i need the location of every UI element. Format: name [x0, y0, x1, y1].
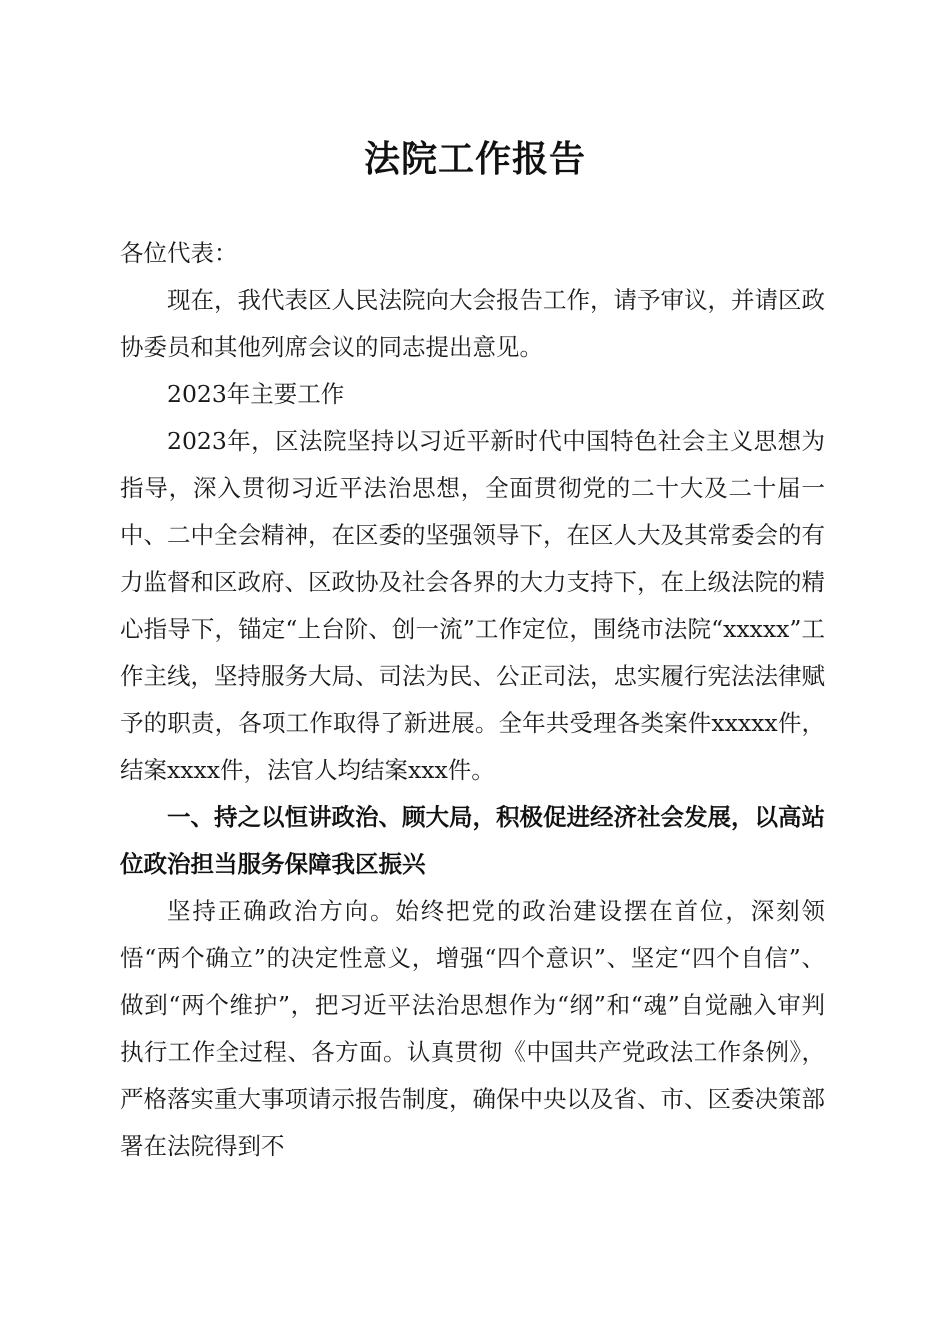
- salutation: 各位代表：: [120, 239, 238, 267]
- intro-paragraph: 现在，我代表区人民法院向大会报告工作，请予审议，并请区政协委员和其他列席会议的同志提出意见。: [120, 286, 825, 361]
- document-title: 法院工作报告: [363, 138, 586, 180]
- paragraph-1: 坚持正确政治方向。始终把党的政治建设摆在首位，深刻领悟“两个确立”的决定性意义，增强“四个意识”、坚定“四个自信”、做到“两个维护”，把习近平法治思想作为“纲”和“魂”自觉融入审判执行工作全过程、各方面。认真贯彻《中国共产党政法工作条例》，严格落实重大事项请示报告制度，确保中央以及省、市、区委决策部署在法院得到不: [120, 897, 825, 1160]
- summary-paragraph: 2023年，区法院坚持以习近平新时代中国特色社会主义思想为指导，深入贯彻习近平法治思想，全面贯彻党的二十大及二十届一中、二中全会精神，在区委的坚强领导下，在区人大及其常委会的有力监督和区政府、区政协及社会各界的大力支持下，在上级法院的精心指导下，锚定“上台阶、创一流”工作定位，围绕市法院“xxxxx”工作主线，坚持服务大局、司法为民、公正司法，忠实履行宪法法律赋予的职责，各项工作取得了新进展。全年共受理各类案件xxxxx件，结案xxxx件，法官人均结案xxx件。: [120, 427, 825, 784]
- section-label: 2023年主要工作: [167, 380, 345, 408]
- section-heading-1: 一、持之以恒讲政治、顾大局，积极促进经济社会发展，以高站位政治担当服务保障我区振兴: [120, 803, 825, 878]
- document-body: [120, 230, 825, 1170]
